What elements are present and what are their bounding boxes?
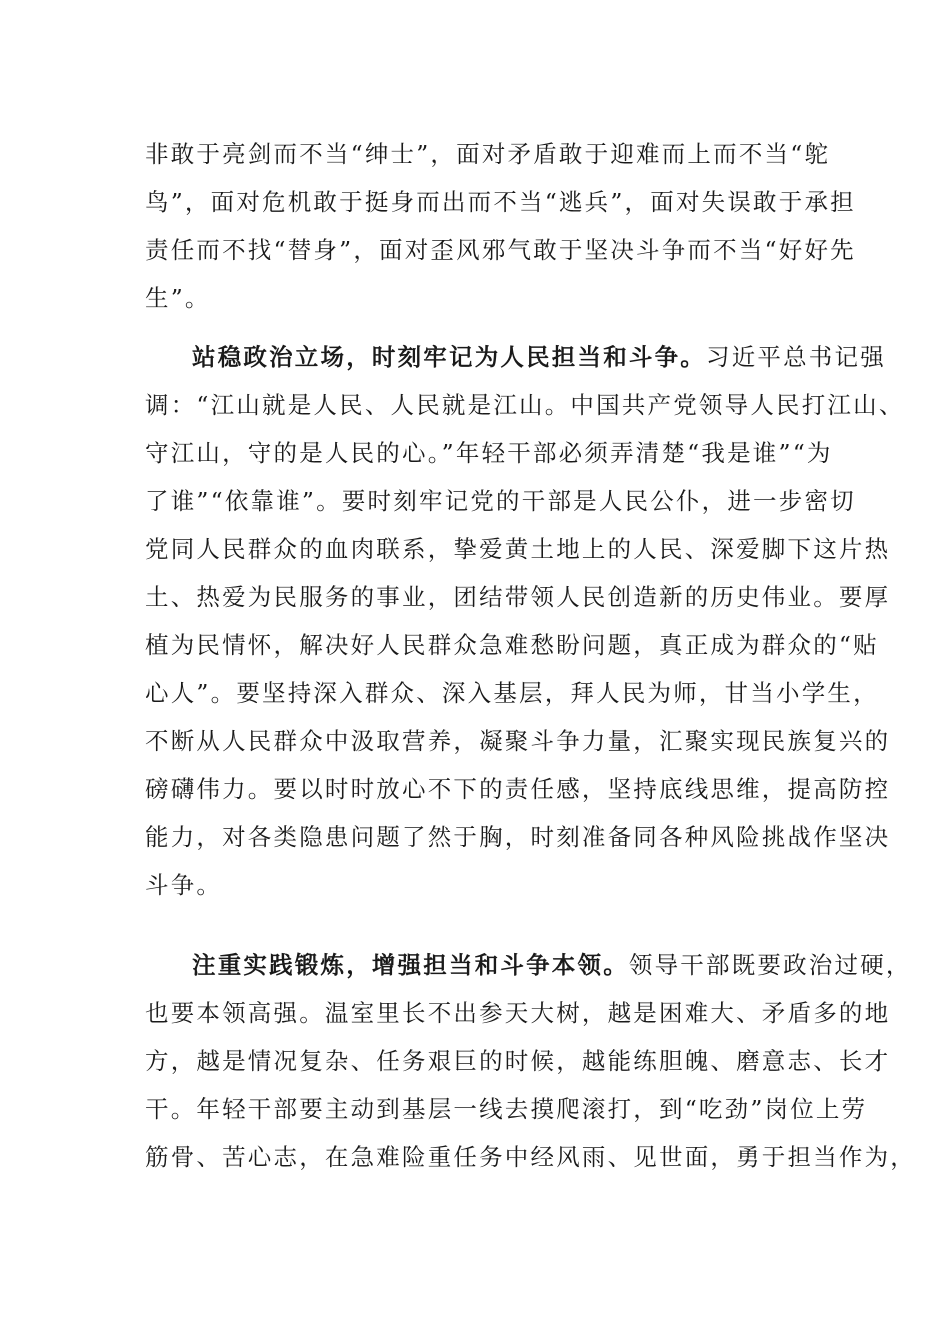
paragraph-2-first-line	[192, 342, 886, 372]
paragraph-3-line-2: 也要本领高强。温室里长不出参天大树，越是困难大、矛盾多的地	[145, 999, 891, 1027]
paragraph-2-line-11: 能力，对各类隐患问题了然于胸，时刻准备同各种风险挑战作坚决	[145, 823, 891, 851]
paragraph-2-line-6: 土、热爱为民服务的事业，团结带领人民创造新的历史伟业。要厚	[145, 583, 891, 611]
paragraph-3-first-line	[192, 950, 912, 980]
paragraph-3-first-line-rest: 领导干部既要政治过硬，	[628, 951, 912, 979]
paragraph-1-line-2: 鸟”，面对危机敢于挺身而出而不当“逃兵”，面对失误敢于承担	[145, 188, 856, 216]
paragraph-1-line-4: 生”。	[145, 284, 211, 312]
paragraph-3-line-3: 方，越是情况复杂、任务艰巨的时候，越能练胆魄、磨意志、长才	[145, 1047, 891, 1075]
paragraph-2-line-4: 了谁”“依靠谁”。要时刻牢记党的干部是人民公仆，进一步密切	[145, 487, 856, 515]
paragraph-2-line-8: 心人”。要坚持深入群众、深入基层，拜人民为师，甘当小学生，	[145, 679, 879, 707]
paragraph-2-line-3: 守江山，守的是人民的心。”年轻干部必须弄清楚“我是谁”“为	[145, 439, 833, 467]
paragraph-2-line-12: 斗争。	[145, 871, 223, 899]
paragraph-2-line-2: 调：“江山就是人民、人民就是江山。中国共产党领导人民打江山、	[145, 391, 905, 419]
paragraph-2-line-10: 磅礴伟力。要以时时放心不下的责任感，坚持底线思维，提高防控	[145, 775, 891, 803]
paragraph-2-line-9: 不断从人民群众中汲取营养，凝聚斗争力量，汇聚实现民族复兴的	[145, 727, 891, 755]
paragraph-2-line-7: 植为民情怀，解决好人民群众急难愁盼问题，真正成为群众的“贴	[145, 631, 879, 659]
paragraph-2-heading: 站稳政治立场，时刻牢记为人民担当和斗争。	[192, 343, 706, 371]
paragraph-1-line-1: 非敢于亮剑而不当“绅士”，面对矛盾敢于迎难而上而不当“鸵	[145, 140, 831, 168]
paragraph-2-line-5: 党同人民群众的血肉联系，挚爱黄土地上的人民、深爱脚下这片热	[145, 535, 891, 563]
paragraph-3-heading: 注重实践锻炼，增强担当和斗争本领。	[192, 951, 629, 979]
paragraph-3-line-4: 干。年轻干部要主动到基层一线去摸爬滚打，到“吃劲”岗位上劳	[145, 1095, 868, 1123]
paragraph-2-first-line-rest: 习近平总书记强	[706, 343, 886, 371]
paragraph-1-line-3: 责任而不找“替身”，面对歪风邪气敢于坚决斗争而不当“好好先	[145, 236, 856, 264]
paragraph-3-line-5: 筋骨、苦心志，在急难险重任务中经风雨、见世面，勇于担当作为，	[145, 1143, 916, 1171]
